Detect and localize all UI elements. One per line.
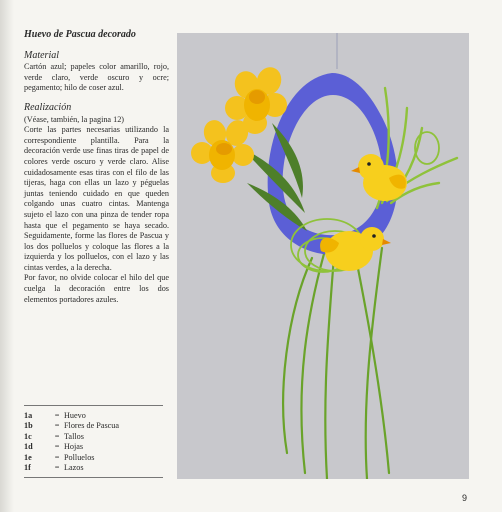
realizacion-note: Por favor, no olvide colocar el hilo del que cuelga la decoración entre los dos elementos portadores azules. [24, 273, 169, 304]
legend-row [24, 453, 163, 463]
legend-code: 1b [24, 421, 33, 431]
legend-row [24, 432, 163, 442]
legend-label: Flores de Pascua [64, 421, 120, 431]
legend-equals: = [54, 452, 60, 462]
legend-label: Hojas [64, 442, 84, 452]
legend-row [24, 463, 163, 473]
legend-equals: = [54, 463, 60, 473]
legend-label: Lazos [64, 463, 84, 473]
legend-code: 1a [24, 411, 33, 420]
material-text: Cartón azul; papeles color amarillo, rojo, verde claro, verde oscuro y ocre; pegamento; hilo de coser azul. [24, 62, 169, 93]
legend-row [24, 411, 163, 421]
realizacion-reference: (Véase, también, la pagina 12) [24, 114, 125, 124]
instructions-column [24, 30, 169, 305]
legend-row [24, 442, 163, 452]
legend-label: Huevo [64, 411, 86, 420]
legend-equals: = [54, 421, 60, 431]
parts-legend [24, 405, 163, 478]
easter-egg-illustration [177, 33, 469, 479]
material-heading: Material [24, 49, 59, 61]
page-number: 9 [462, 493, 468, 503]
craft-photo [177, 33, 469, 479]
page-fold-shadow [0, 0, 14, 512]
legend-equals: = [54, 442, 60, 452]
page-title: Huevo de Pascua decorado [24, 29, 136, 40]
realizacion-steps: Corte las partes necesarias utilizando la correspondiente plantilla. Para la decoración verde use finas tiras de papel de colores verde oscuro y verde claro. Alise cuidadosamente esas tiras con el filo de las tijeras, haga con ellas un lazo y péguelas juntas teniendo cuidado en que queden colgando unas cuatro cintas. Mantenga sujeto el lazo con una pinza de tender ropa hasta que el pegamento se haya secado. Seguidamente, forme las flores de Pascua y los dos polluelos y coloque las flores a la izquierda y los polluelos, con el lazo y las cintas verdes, a la derecha. [24, 125, 169, 272]
realizacion-heading: Realización [24, 101, 72, 113]
legend-code: 1f [24, 463, 31, 473]
legend-code: 1c [24, 431, 32, 441]
legend-row [24, 421, 163, 431]
legend-label: Polluelos [64, 452, 95, 462]
legend-code: 1d [24, 442, 33, 452]
legend-equals: = [54, 411, 60, 420]
legend-code: 1e [24, 452, 32, 462]
legend-equals: = [54, 431, 60, 441]
legend-label: Tallos [64, 431, 84, 441]
